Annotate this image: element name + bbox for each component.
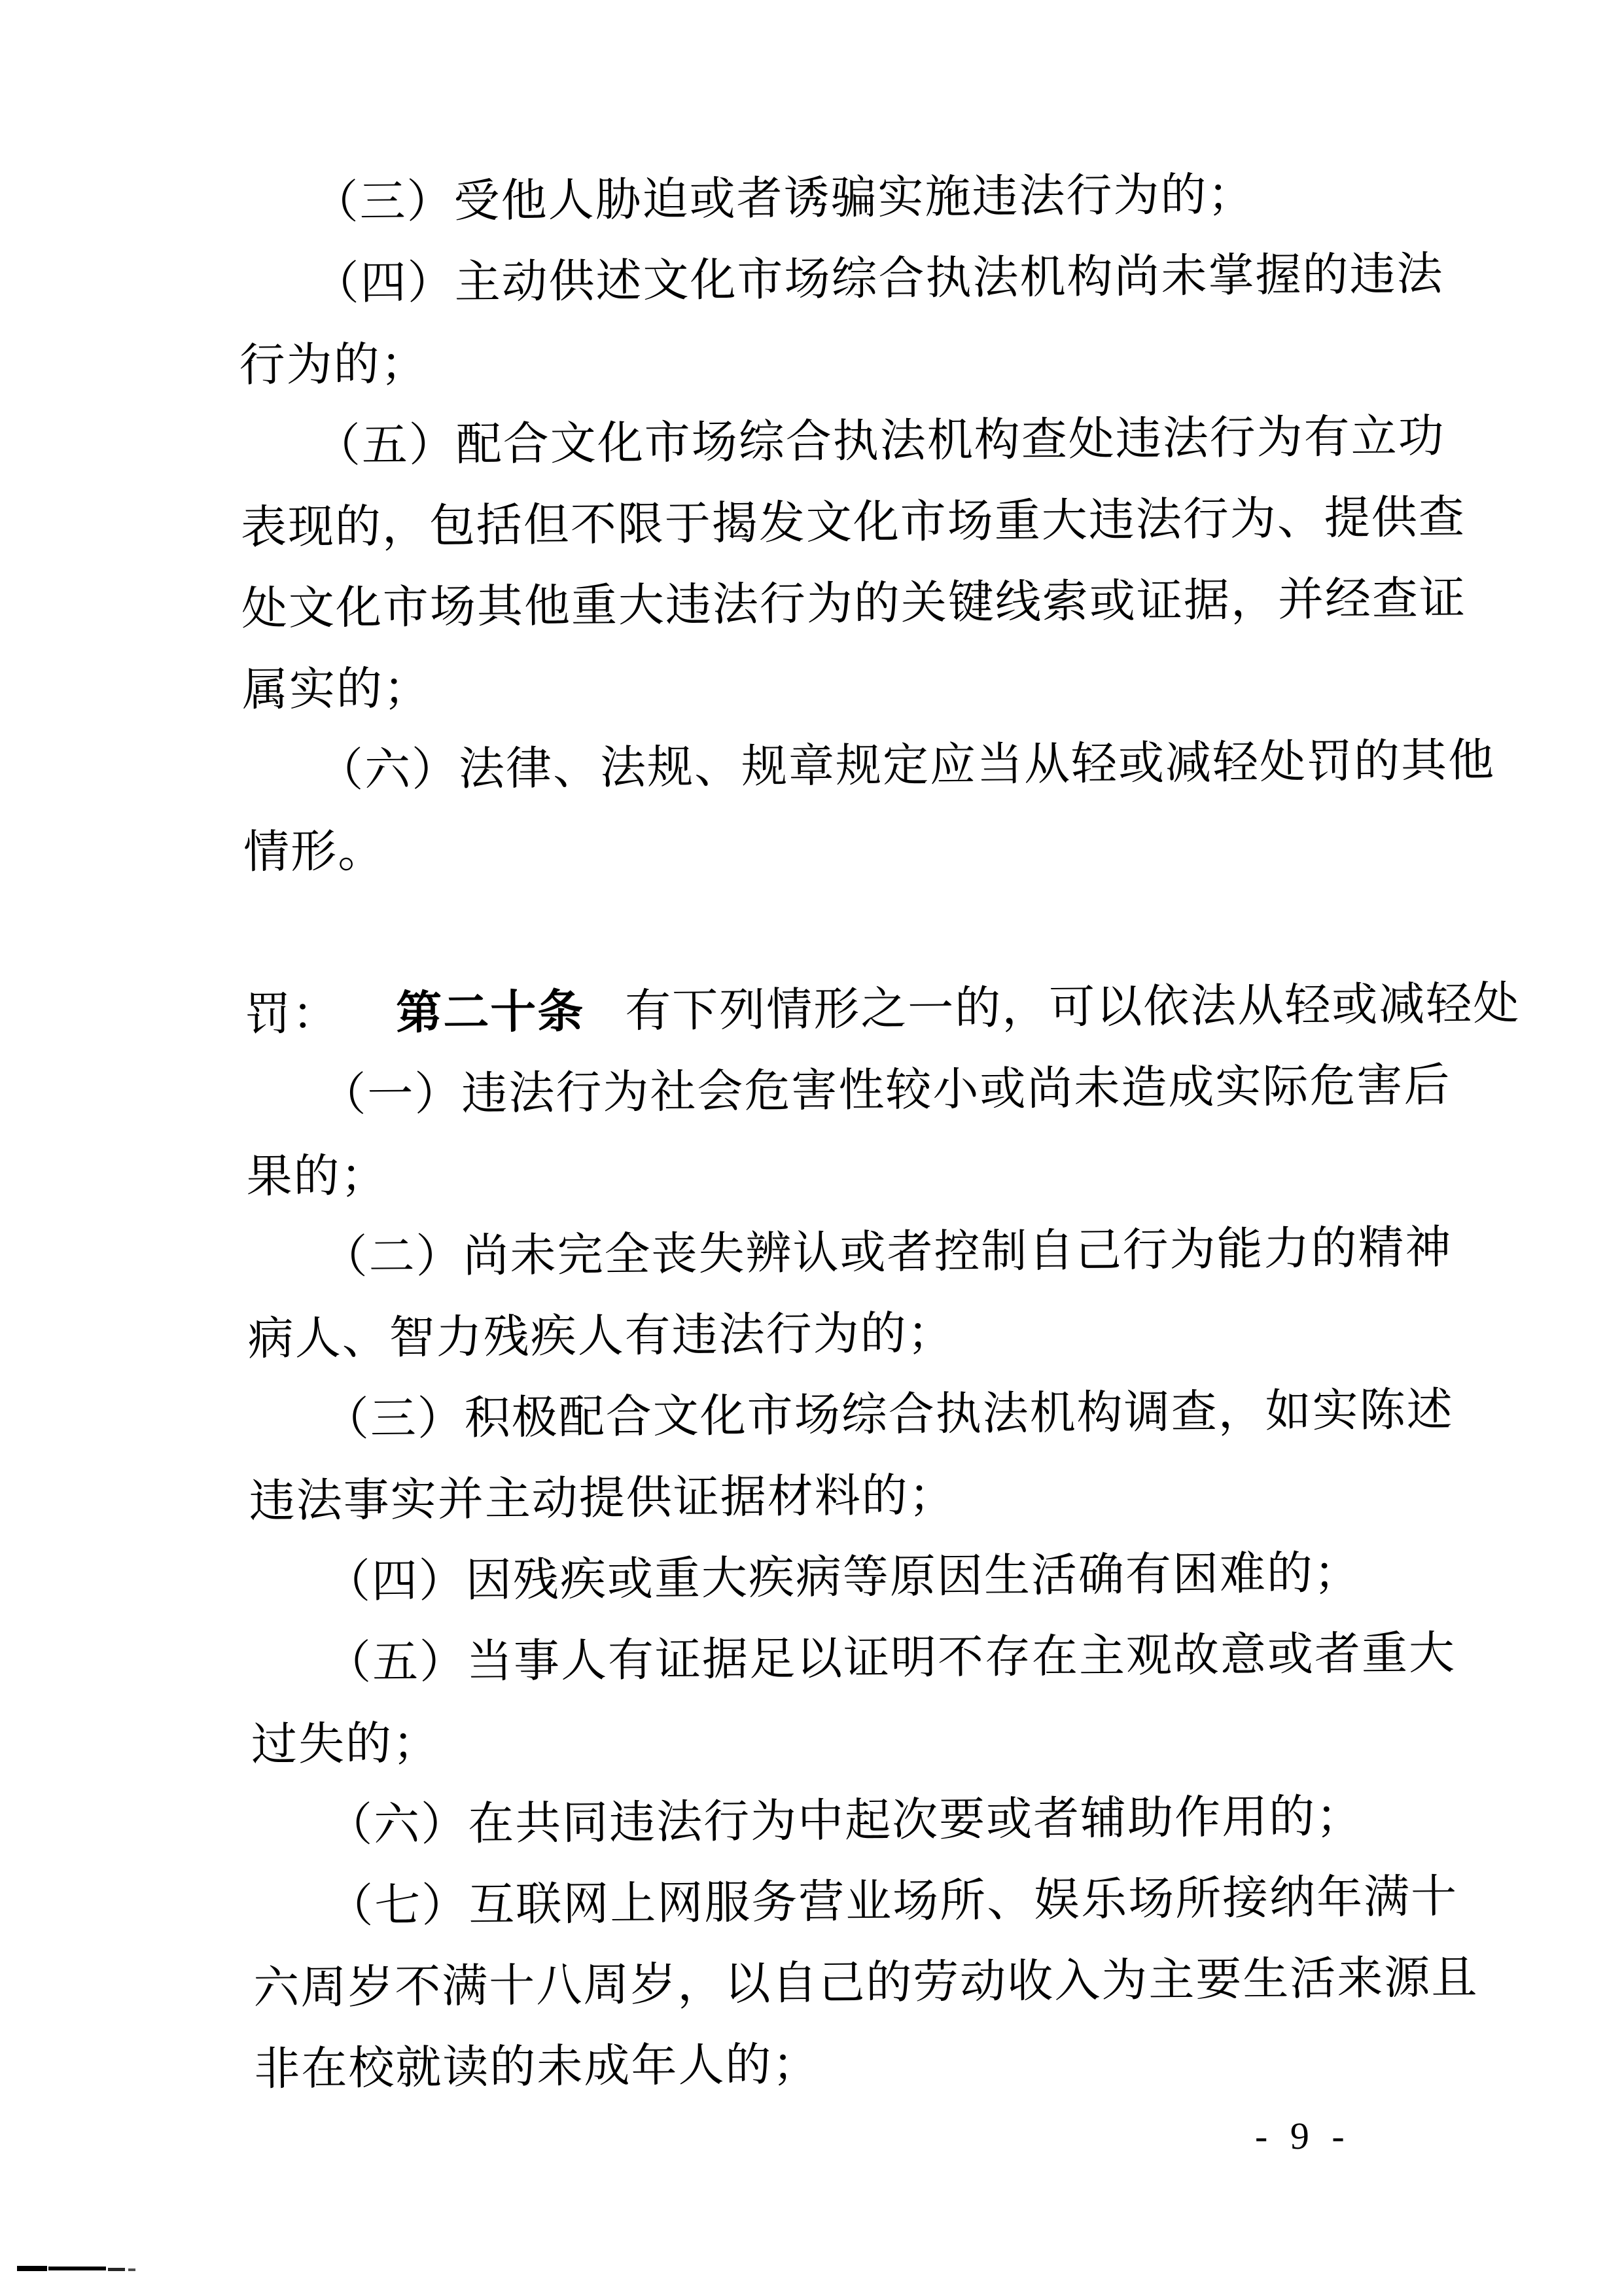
text-line: （四）因残疾或重大疾病等原因生活确有困难的； bbox=[324, 1548, 1362, 1608]
text-line: 违法事实并主动提供证据材料的； bbox=[249, 1470, 957, 1527]
document-body bbox=[238, 154, 1521, 2111]
text-line: （五）配合文化市场综合执法机构查处违法行为有立功 bbox=[314, 411, 1446, 472]
scan-artifact bbox=[48, 2267, 106, 2270]
text-line: 六周岁不满十八周岁，以自己的劳动收入为主要生活来源且 bbox=[253, 1952, 1479, 2014]
text-line: 表现的，包括但不限于揭发文化市场重大违法行为、提供查 bbox=[240, 492, 1466, 554]
text-line: （六）法律、法规、规章规定应当从轻或减轻处罚的其他 bbox=[317, 735, 1496, 797]
text-line: （三）积极配合文化市场综合执法机构调查，如实陈述 bbox=[323, 1385, 1455, 1445]
text-line: 过失的； bbox=[251, 1718, 440, 1771]
article-number: 第二十条 bbox=[396, 987, 585, 1039]
text-line: 属实的； bbox=[241, 663, 431, 716]
text-line: 果的； bbox=[246, 1151, 388, 1203]
text-line-article-20 bbox=[244, 884, 1521, 1039]
text-line: （三）受他人胁迫或者诱骗实施违法行为的； bbox=[312, 169, 1255, 229]
scan-artifact bbox=[128, 2268, 135, 2271]
text-line: （七）互联网上网服务营业场所、娱乐场所接纳年满十 bbox=[327, 1871, 1458, 1932]
text-line: （六）在共同违法行为中起次要或者辅助作用的； bbox=[326, 1791, 1364, 1851]
text-line: 行为的； bbox=[239, 339, 429, 392]
text-line: （四）主动供述文化市场综合执法机构尚未掌握的违法 bbox=[313, 249, 1444, 310]
text-line: （五）当事人有证据足以证明不存在主观故意或者重大 bbox=[325, 1628, 1456, 1689]
text-line: （二）尚未完全丧失辨认或者控制自己行为能力的精神 bbox=[321, 1222, 1453, 1283]
text-line: 处文化市场其他重大违法行为的关键线索或证据，并经查证 bbox=[241, 573, 1467, 635]
text-line: （一）违法行为社会危害性较小或尚未造成实际危害后 bbox=[320, 1060, 1451, 1121]
text-line: 情形。 bbox=[243, 826, 385, 879]
text-line: 罚： bbox=[245, 989, 340, 1041]
text-line: 非在校就读的未成年人的； bbox=[254, 2039, 820, 2095]
scan-artifact bbox=[17, 2266, 47, 2271]
article-lead-text: 有下列情形之一的，可以依法从轻或减轻处 bbox=[625, 979, 1521, 1037]
text-line: 病人、智力残疾人有违法行为的； bbox=[247, 1308, 955, 1365]
page-number: - 9 - bbox=[1255, 2115, 1351, 2157]
scan-artifact bbox=[108, 2268, 125, 2271]
